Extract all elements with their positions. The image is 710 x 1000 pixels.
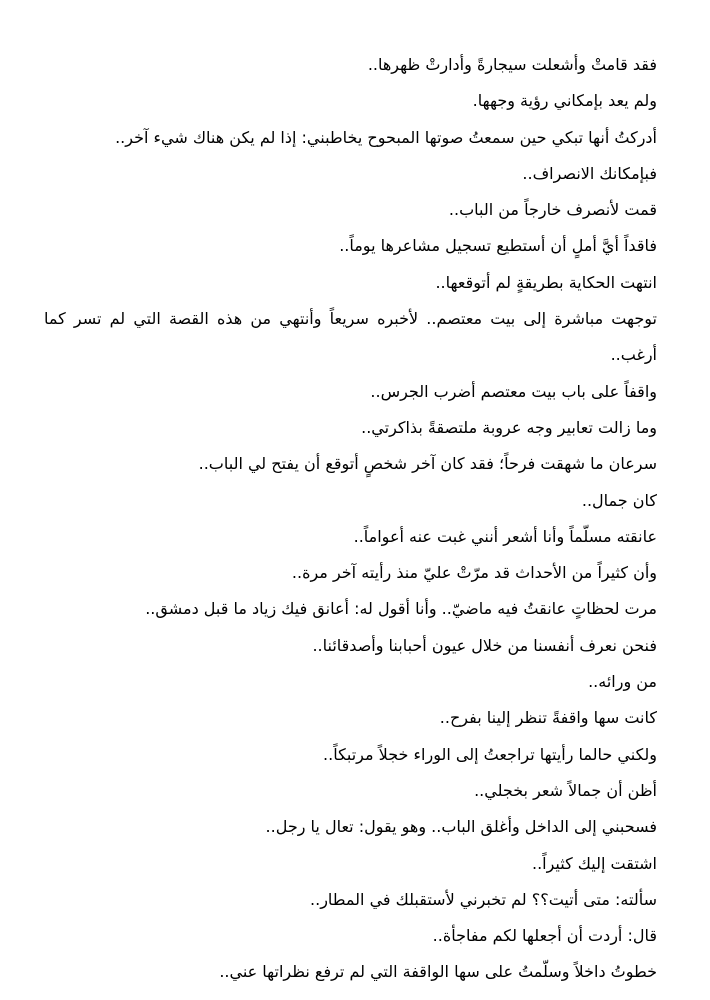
text-line: فنحن نعرف أنفسنا من خلال عيون أحبابنا وأصدقائنا..	[312, 635, 657, 655]
text-line: من ورائه..	[588, 672, 657, 692]
text-line: وأن كثيراً من الأحداث قد مرّتْ عليّ منذ رأيته آخر مرة..	[291, 563, 657, 583]
text-line: قال: أردت أن أجعلها لكم مفاجأة..	[432, 926, 657, 946]
text-line: واقفاً على باب بيت معتصم أضرب الجرس..	[370, 381, 657, 401]
text-line: سرعان ما شهقت فرحاً؛ فقد كان آخر شخصٍ أتوقع أن يفتح لي الباب..	[198, 454, 657, 474]
text-line: ولم يعد بإمكاني رؤية وجهها.	[472, 91, 657, 111]
text-line: أظن أن جمالاً شعر بخجلي..	[474, 780, 657, 800]
text-line: اشتقت إليك كثيراً..	[531, 853, 657, 873]
body-text	[44, 47, 657, 991]
text-line: ولكني حالما رأيتها تراجعتُ إلى الوراء خجلاً مرتبكاً..	[323, 744, 657, 764]
text-line: فسحبني إلى الداخل وأغلق الباب.. وهو يقول: تعال يا رجل..	[265, 817, 657, 837]
text-line: أدركتُ أنها تبكي حين سمعتُ صوتها المبحوح يخاطبني: إذا لم يكن هناك شيء آخر..	[115, 127, 657, 147]
text-line: قمت لأنصرف خارجاً من الباب..	[448, 200, 657, 220]
text-line: أرغب..	[610, 345, 657, 365]
text-line: فبإمكانك الانصراف..	[522, 163, 657, 183]
text-line: سألته: متى أتيت؟؟ لم تخبرني لأستقبلك في المطار..	[310, 889, 657, 909]
text-line: فقد قامتْ وأشعلت سيجارةً وأدارتْ ظهرها..	[367, 55, 657, 74]
text-line: كانت سها واقفةً تنظر إلينا بفرح..	[439, 708, 657, 728]
text-line: انتهت الحكاية بطريقةٍ لم أتوقعها..	[435, 272, 657, 292]
text-line: عانقته مسلّماً وأنا أشعر أنني غبت عنه أعواماً..	[353, 526, 657, 546]
text-line: خطوتُ داخلاً وسلّمتُ على سها الواقفة التي لم ترفع نظراتها عني..	[219, 962, 657, 982]
text-line: كان جمال..	[581, 490, 657, 510]
text-line: توجهت مباشرة إلى بيت معتصم.. لأخبره سريعاً وأنتهي من هذه القصة التي لم تسر كما	[44, 309, 657, 329]
text-line: مرت لحظاتٍ عانقتُ فيه ماضيّ.. وأنا أقول له: أعانق فيك زياد ما قبل دمشق..	[145, 599, 657, 619]
text-line: فاقداً أيَّ أملٍ أن أستطيع تسجيل مشاعرها يوماً..	[339, 236, 657, 256]
text-line: وما زالت تعابير وجه عروبة ملتصقةً بذاكرتي..	[361, 417, 657, 437]
